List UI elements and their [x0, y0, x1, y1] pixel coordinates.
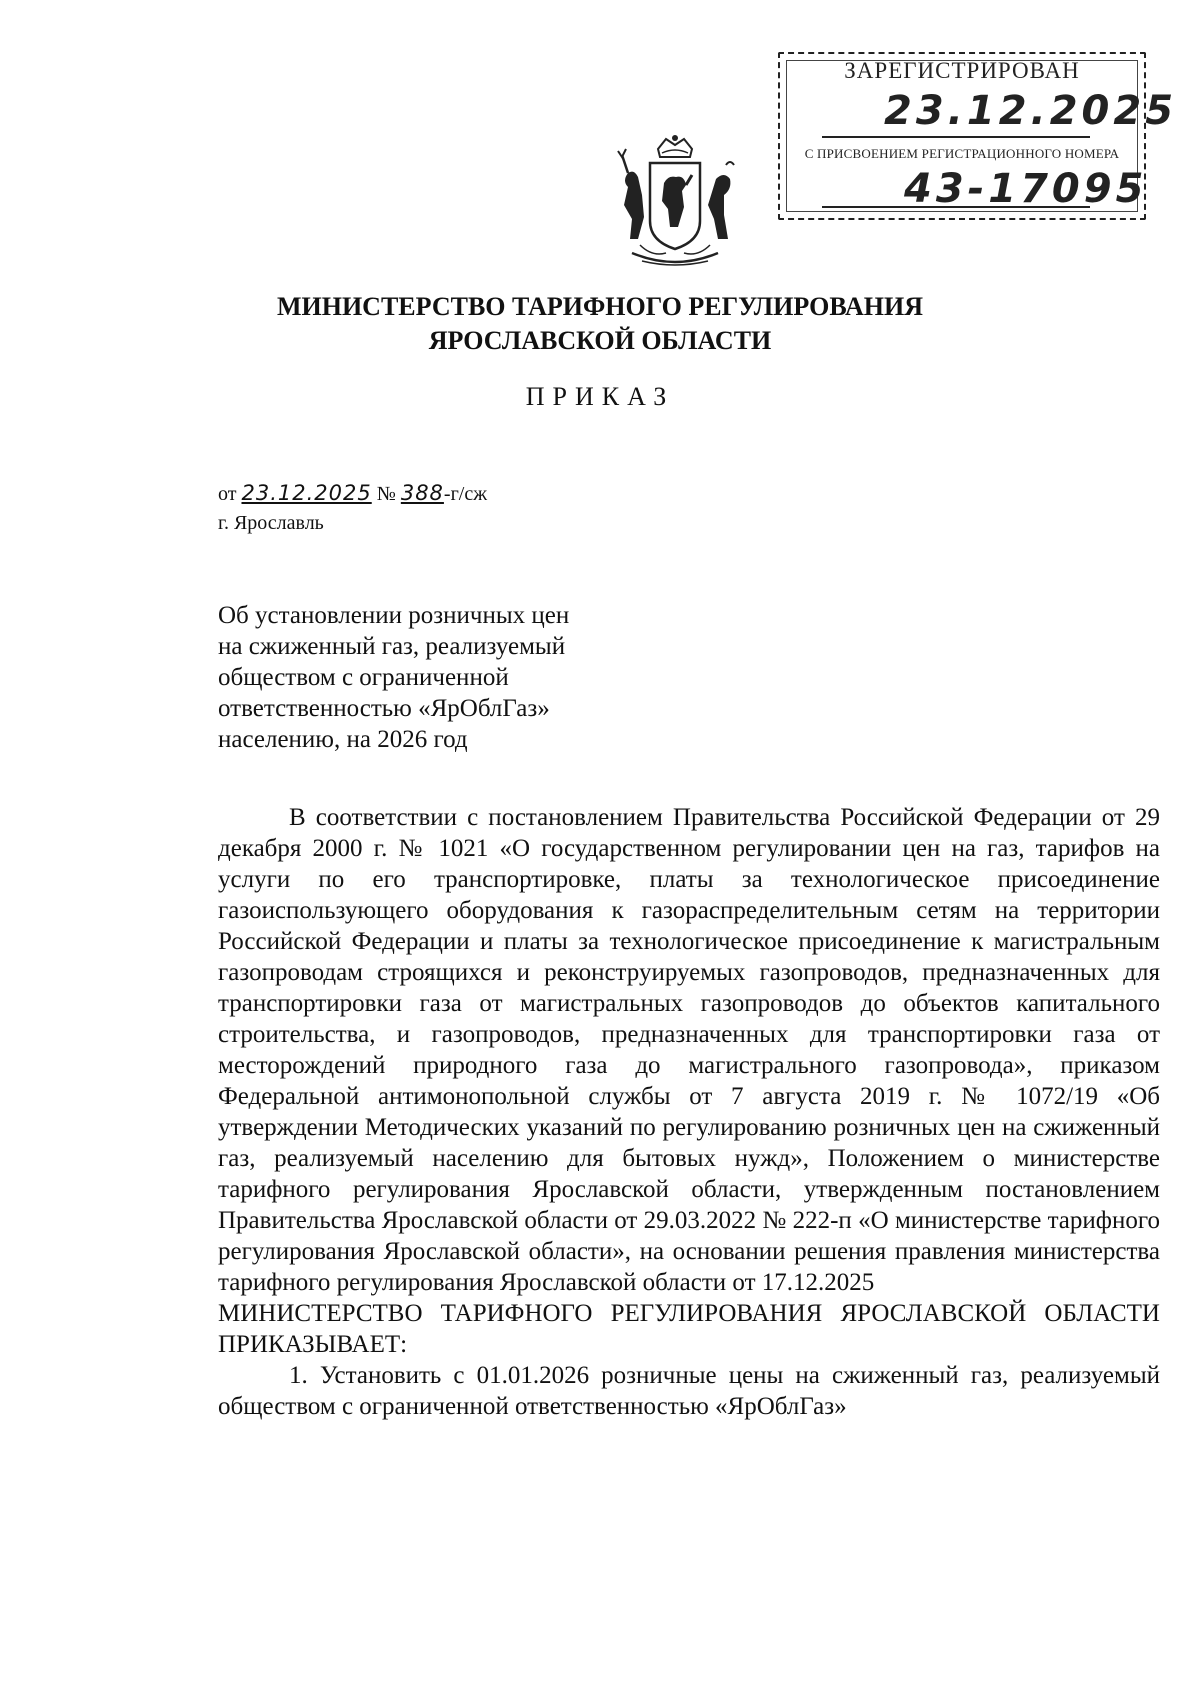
from-label: от	[218, 483, 237, 505]
stamp-subtitle: С ПРИСВОЕНИЕМ РЕГИСТРАЦИОННОГО НОМЕРА	[804, 146, 1120, 161]
subject-line: на сжиженный газ, реализуемый	[218, 633, 566, 660]
subject-line: обществом с ограниченной	[218, 664, 509, 691]
order-body	[218, 802, 1160, 1422]
document-type-title: ПРИКАЗ	[525, 382, 675, 411]
stamp-date-underline	[822, 136, 1090, 138]
city-of-issue: г. Ярославль	[218, 512, 324, 534]
ministry-name-line-2: ЯРОСЛАВСКОЙ ОБЛАСТИ	[428, 326, 772, 355]
number-label: №	[376, 483, 396, 505]
coat-of-arms-bears-icon	[612, 135, 738, 271]
order-date-number-line	[218, 481, 487, 506]
order-item-1: 1. Установить с 01.01.2026 розничные цены на сжиженный газ, реализуемый обществом с ограниченной ответственностью «ЯрОблГаз»	[218, 1362, 1160, 1420]
order-number-suffix: -г/сж	[443, 483, 488, 505]
ministry-name-line-1: МИНИСТЕРСТВО ТАРИФНОГО РЕГУЛИРОВАНИЯ	[276, 292, 924, 321]
ministry-name	[0, 290, 1200, 358]
order-subject	[218, 600, 569, 755]
subject-line: населению, на 2026 год	[218, 726, 468, 753]
order-number: 388	[400, 481, 444, 505]
order-date: 23.12.2025	[241, 481, 372, 505]
registration-stamp	[778, 52, 1178, 220]
stamp-number-underline	[822, 206, 1090, 208]
subject-line: Об установлении розничных цен	[218, 602, 570, 629]
preamble-paragraph: В соответствии с постановлением Правительства Российской Федерации от 29 декабря 2000 г. № 1021 «О государственном регулировании цен на газ, тарифов на услуги по его транспортировке, платы за технологическое присоединение газоиспользующего оборудования к газораспределительным сетям на территории Российской Федерации и платы за технологическое присоединение к магистральным газопроводам строящихся и реконструируемых газопроводов, предназначенных для транспортировки газа от магистральных газопроводов до объектов капитального строительства, и газопроводов, предназначенных для транспортировки газа от месторождений природного газа до магистрального газопровода», приказом Федеральной антимонопольной службы от 7 августа 2019 г. № 1072/19 «Об утверждении Методических указаний по регулированию розничных цен на сжиженный газ, реализуемый населению для бытовых нужд», Положением о министерстве тарифного регулирования Ярославской области, утвержденным постановлением Правительства Ярославской области от 29.03.2022 № 222-п «О министерстве тарифного регулирования Ярославской области», на основании решения правления министерства тарифного регулирования Ярославской области от 17.12.2025	[218, 804, 1160, 1296]
decree-statement: МИНИСТЕРСТВО ТАРИФНОГО РЕГУЛИРОВАНИЯ ЯРОСЛАВСКОЙ ОБЛАСТИ ПРИКАЗЫВАЕТ:	[218, 1300, 1160, 1358]
subject-line: ответственностью «ЯрОблГаз»	[218, 695, 550, 722]
stamp-title: ЗАРЕГИСТРИРОВАН	[844, 58, 1080, 83]
stamp-registration-number: 43-17095	[904, 166, 1148, 212]
stamp-registration-date: 23.12.2025	[884, 88, 1178, 134]
